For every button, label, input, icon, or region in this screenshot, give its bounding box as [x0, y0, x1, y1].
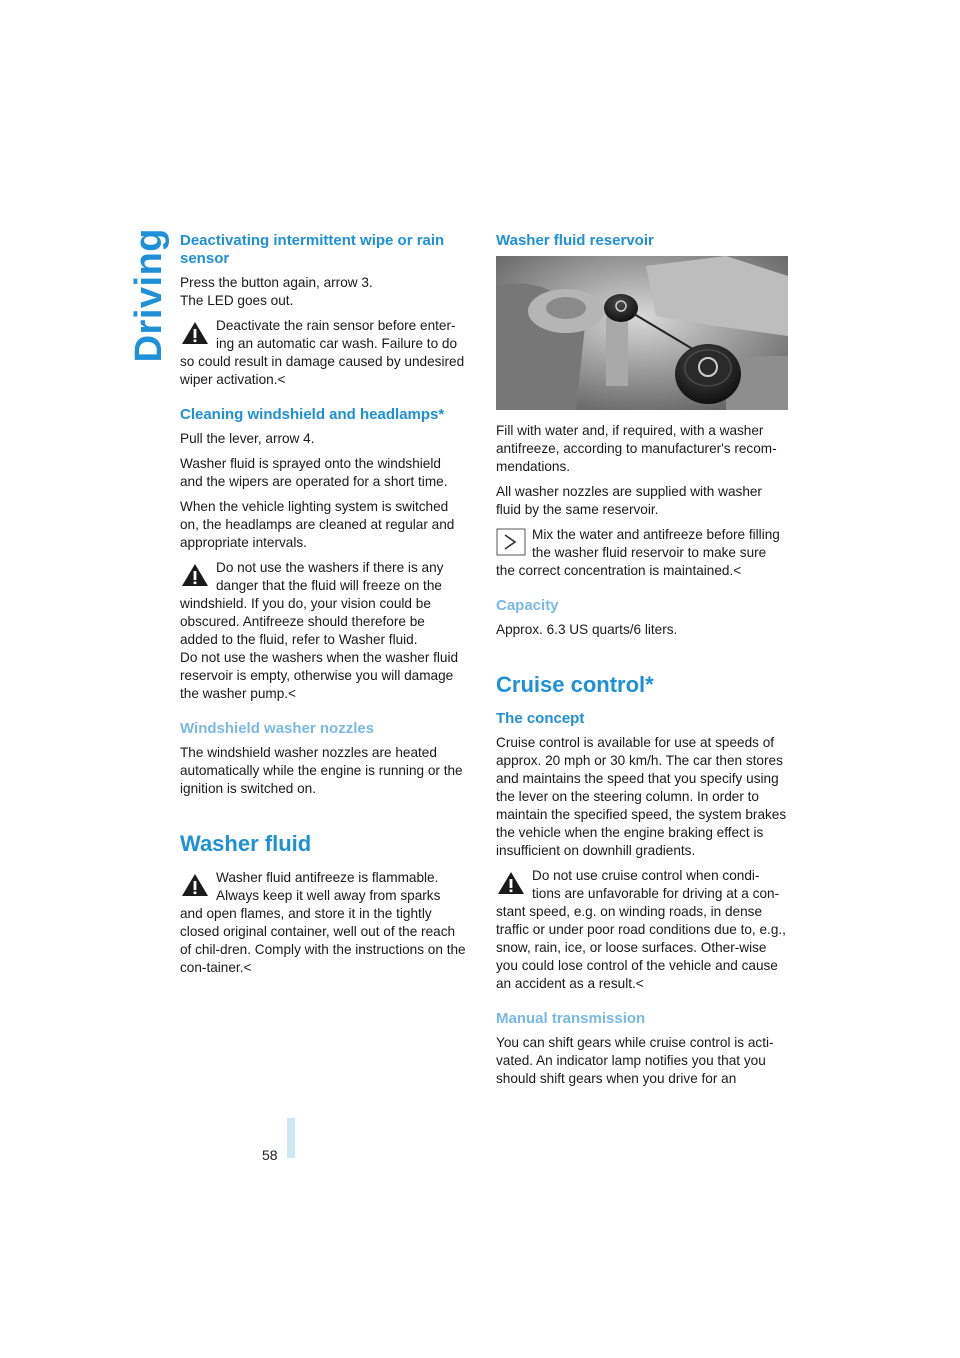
- paragraph: When the vehicle lighting system is switched on, the headlamps are cleaned at regular and appropriate intervals.: [180, 499, 455, 550]
- heading-concept: The concept: [496, 710, 585, 727]
- heading-manual-transmission: Manual transmission: [496, 1010, 646, 1027]
- heading-cruise-control: Cruise control*: [496, 672, 654, 697]
- left-column: [180, 232, 466, 984]
- warning-triangle-icon: [180, 319, 210, 347]
- heading-reservoir: Washer fluid reservoir: [496, 232, 654, 249]
- warning-triangle-icon: [180, 871, 210, 899]
- warning-text: Do not use the washers when the washer fluid reservoir is empty, otherwise you will damage the washer pump.<: [180, 650, 459, 701]
- warning-text: Do not use cruise control when condi-tions are unfavorable for driving at a con-stant speed, e.g. on winding roads, in dense traffic or under poor road conditions due to, e.g., snow, rain, ice, or loose surfaces. Other-wise you could lose control of the vehicle and cause an accident as a result.<: [496, 868, 786, 991]
- page-number: 58: [262, 1147, 278, 1163]
- warning-text: Deactivate the rain sensor before enter-ing an automatic car wash. Failure to do so could result in damage caused by undesired wiper activation.<: [180, 318, 465, 387]
- paragraph: The windshield washer nozzles are heated automatically while the engine is running or the ignition is switched on.: [180, 745, 463, 796]
- warning-triangle-icon: [496, 869, 526, 897]
- paragraph: Pull the lever, arrow 4.: [180, 431, 315, 446]
- warning-triangle-icon: [180, 561, 210, 589]
- warning-text: Washer fluid antifreeze is flammable. Always keep it well away from sparks and open flames, and store it in the tightly closed original container, well out of the reach of chil-dren. Comply with the instructions on the con-tainer.<: [180, 870, 466, 975]
- warning-note: [180, 869, 466, 977]
- paragraph: Press the button again, arrow 3.: [180, 275, 373, 290]
- heading-cleaning: Cleaning windshield and headlamps*: [180, 406, 445, 423]
- paragraph: Fill with water and, if required, with a washer antifreeze, according to manufacturer's recom-mendations.: [496, 423, 777, 474]
- paragraph: You can shift gears while cruise control is acti-vated. An indicator lamp notifies you that you should shift gears when you drive for an: [496, 1035, 774, 1086]
- tip-note: [496, 526, 788, 580]
- right-column: [496, 232, 788, 1095]
- tip-text: Mix the water and antifreeze before filling the washer fluid reservoir to make sure the correct concentration is maintained.<: [496, 527, 780, 578]
- heading-capacity: Capacity: [496, 597, 559, 614]
- heading-deactivating: Deactivating intermittent wipe or rain sensor: [180, 232, 445, 267]
- heading-nozzles: Windshield washer nozzles: [180, 720, 375, 737]
- warning-text: Do not use the washers if there is any danger that the fluid will freeze on the windshield. If you do, your vision could be obscured. Antifreeze should therefore be added to the fluid, refer to Washer fluid.: [180, 560, 444, 647]
- paragraph: All washer nozzles are supplied with washer fluid by the same reservoir.: [496, 484, 762, 517]
- warning-note: [180, 559, 466, 703]
- paragraph: Cruise control is available for use at speeds of approx. 20 mph or 30 km/h. The car then stores and maintains the speed that you specify using the lever on the steering column. In order to maintain the specified speed, the system brakes the vehicle when the engine braking effect is insufficient on downhill gradients.: [496, 735, 787, 858]
- warning-note: [180, 317, 466, 389]
- paragraph: Approx. 6.3 US quarts/6 liters.: [496, 622, 678, 637]
- section-side-title: Driving: [128, 228, 170, 363]
- warning-note: [496, 867, 788, 993]
- page-marker-bar: [287, 1118, 295, 1158]
- washer-reservoir-photo: [496, 256, 788, 410]
- heading-washer-fluid: Washer fluid: [180, 831, 312, 856]
- paragraph: The LED goes out.: [180, 293, 294, 308]
- paragraph: Washer fluid is sprayed onto the windshield and the wipers are operated for a short time.: [180, 456, 448, 489]
- tip-arrow-icon: [496, 528, 526, 556]
